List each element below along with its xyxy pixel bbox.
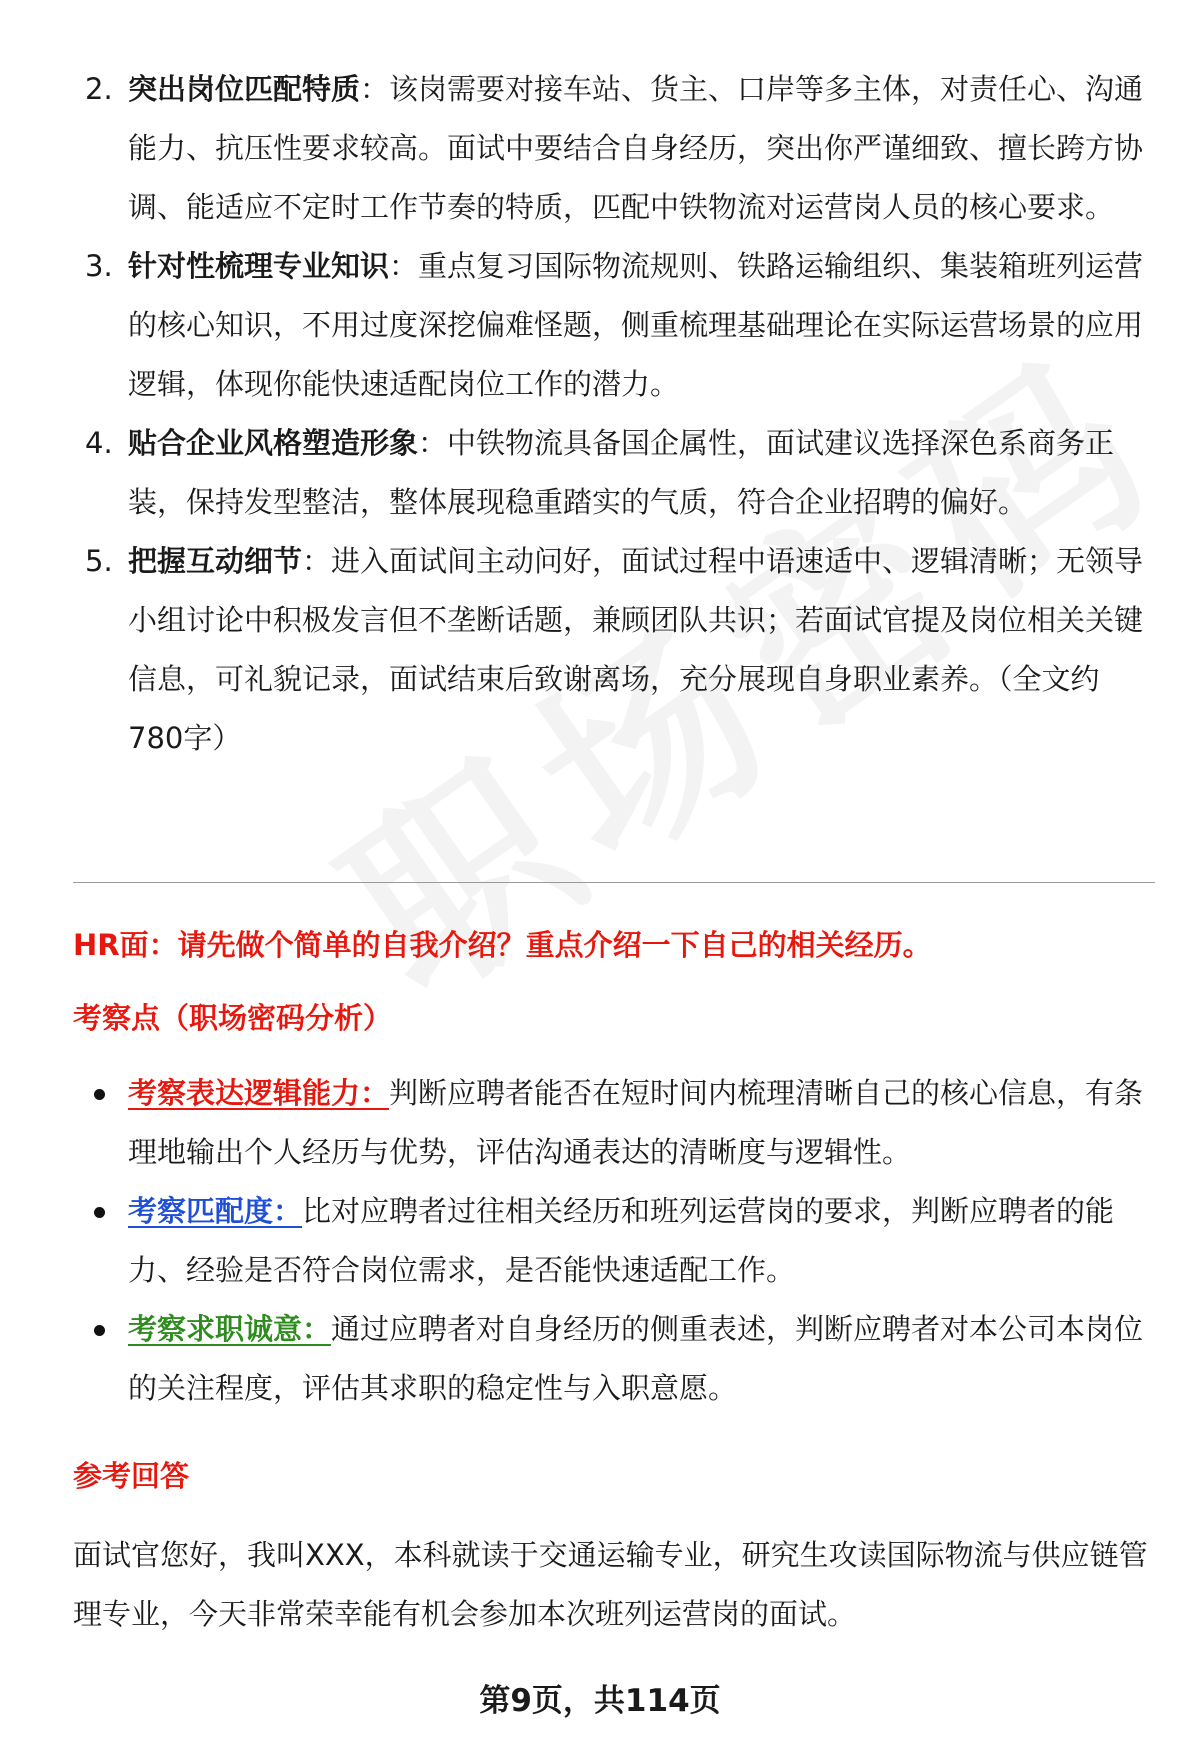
tip-number: 4. — [85, 426, 113, 460]
tip-title: 把握互动细节 — [128, 544, 303, 578]
tip-text: ：该岗需要对接车站、货主、口岸等多主体，对责任心、沟通能力、抗压性要求较高。面试中要结合自身经历，突出你严谨细致、擅长跨方协调、能适应不定时工作节奏的特质，匹配中铁物流对运营岗人员的核心要求。 — [128, 72, 1144, 224]
reference-answer-heading: 参考回答 — [73, 1459, 190, 1493]
check-point-text: 判断应聘者能否在短时间内梳理清晰自己的核心信息，有条理地输出个人经历与优势，评估沟通表达的清晰度与逻辑性。 — [128, 1076, 1144, 1169]
check-points-list — [90, 1064, 1150, 1418]
tip-text: ：进入面试间主动问好，面试过程中语速适中、逻辑清晰；无领导小组讨论中积极发言但不垄断话题，兼顾团队共识；若面试官提及岗位相关关键信息，可礼貌记录，面试结束后致谢离场，充分展现自身职业素养。（全文约780字） — [128, 544, 1144, 755]
check-point-item — [90, 1300, 1150, 1418]
tip-title: 贴合企业风格塑造形象 — [128, 426, 419, 460]
check-point-text: 比对应聘者过往相关经历和班列运营岗的要求，判断应聘者的能力、经验是否符合岗位需求，是否能快速适配工作。 — [128, 1194, 1115, 1287]
bullet-dot-icon — [94, 1207, 105, 1218]
tip-title: 针对性梳理专业知识 — [128, 249, 390, 283]
page-footer: 第9页，共114页 — [479, 1683, 721, 1719]
tip-item — [75, 532, 1145, 768]
check-point-item — [90, 1064, 1150, 1182]
tip-item — [75, 237, 1145, 414]
check-point-text: 通过应聘者对自身经历的侧重表述，判断应聘者对本公司本岗位的关注程度，评估其求职的稳定性与入职意愿。 — [128, 1312, 1144, 1405]
section-divider — [73, 882, 1155, 883]
hr-question-heading: HR面：请先做个简单的自我介绍？重点介绍一下自己的相关经历。 — [73, 928, 932, 962]
reference-answer-text: 面试官您好，我叫XXX，本科就读于交通运输专业，研究生攻读国际物流与供应链管理专业，今天非常荣幸能有机会参加本次班列运营岗的面试。 — [73, 1538, 1148, 1631]
tip-number: 5. — [85, 544, 113, 578]
tip-text: ：重点复习国际物流规则、铁路运输组织、集装箱班列运营的核心知识，不用过度深挖偏难怪题，侧重梳理基础理论在实际运营场景的应用逻辑，体现你能快速适配岗位工作的潜力。 — [128, 249, 1144, 401]
check-points-heading: 考察点（职场密码分析） — [73, 1001, 393, 1035]
tip-title: 突出岗位匹配特质 — [128, 72, 361, 106]
check-point-key: 考察表达逻辑能力： — [128, 1076, 390, 1110]
check-point-key: 考察匹配度： — [128, 1194, 303, 1228]
tips-numbered-list — [75, 60, 1145, 768]
tip-number: 2. — [85, 72, 113, 106]
tip-item — [75, 60, 1145, 237]
tip-number: 3. — [85, 249, 113, 283]
check-point-key: 考察求职诚意： — [128, 1312, 332, 1346]
bullet-dot-icon — [94, 1325, 105, 1336]
bullet-dot-icon — [94, 1089, 105, 1100]
check-point-item — [90, 1182, 1150, 1300]
tip-item — [75, 414, 1145, 532]
tip-text: ：中铁物流具备国企属性，面试建议选择深色系商务正装，保持发型整洁，整体展现稳重踏实的气质，符合企业招聘的偏好。 — [128, 426, 1115, 519]
